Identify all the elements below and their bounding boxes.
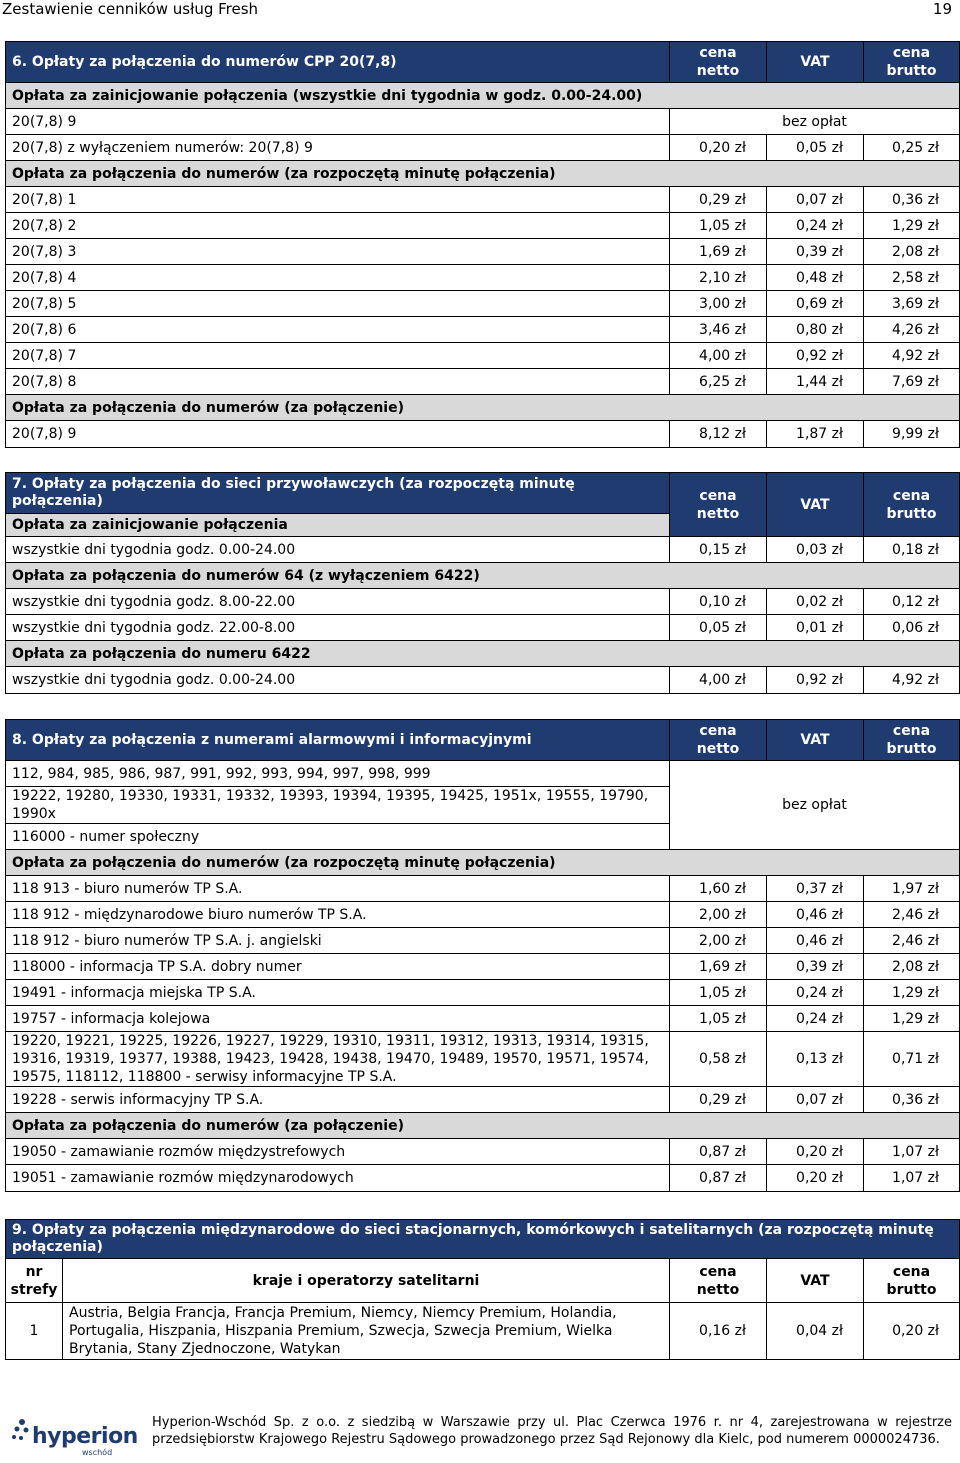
price-brutto: 2,08 zł bbox=[864, 954, 960, 980]
row-label: 19220, 19221, 19225, 19226, 19227, 19229, 19310, 19311, 19312, 19313, 19314, 19315, 19316, 19319, 19377, 19388, 19423, 19428, 19438, 19470, 19489, 19570, 19571, 19574, 19575, 118112, 118800 - serwisy informacyjne TP S.A. bbox=[6, 1032, 670, 1087]
col-vat-header: VAT bbox=[767, 42, 864, 83]
price-brutto: 0,18 zł bbox=[864, 537, 960, 563]
price-netto: 0,87 zł bbox=[670, 1165, 767, 1192]
section-8-table bbox=[5, 719, 960, 1192]
footer-legal-text: Hyperion-Wschód Sp. z o.o. z siedzibą w Warszawie przy ul. Plac Czerwca 1976 r. nr 4, zarejestrowana w rejestrze przedsiębiorstw Krajowego Rejestru Sądowego prowadzonego przez Sąd Rejonowy dla Kielc, pod numerem 0000024736. bbox=[152, 1415, 952, 1447]
col-vat-header: VAT bbox=[767, 720, 864, 761]
table-row bbox=[6, 615, 960, 641]
col-zone-header: nr strefy bbox=[6, 1259, 63, 1303]
price-vat: 1,44 zł bbox=[767, 369, 864, 395]
col-netto-header: cena netto bbox=[670, 42, 767, 83]
table-row bbox=[6, 667, 960, 694]
price-brutto: 2,46 zł bbox=[864, 902, 960, 928]
price-brutto: 1,29 zł bbox=[864, 980, 960, 1006]
price-vat: 0,48 zł bbox=[767, 265, 864, 291]
table-row bbox=[6, 1087, 960, 1113]
price-netto: 2,00 zł bbox=[670, 928, 767, 954]
price-netto: 0,05 zł bbox=[670, 615, 767, 641]
price-netto: 8,12 zł bbox=[670, 421, 767, 448]
price-brutto: 1,29 zł bbox=[864, 213, 960, 239]
document-title: Zestawienie cenników usług Fresh bbox=[2, 0, 259, 18]
col-vat-header: VAT bbox=[767, 473, 864, 537]
row-label: 116000 - numer społeczny bbox=[6, 824, 670, 850]
price-netto: 3,46 zł bbox=[670, 317, 767, 343]
col-netto-header: cena netto bbox=[670, 1259, 767, 1303]
table-row bbox=[6, 928, 960, 954]
row-label: wszystkie dni tygodnia godz. 0.00-24.00 bbox=[6, 667, 670, 694]
row-label: 20(7,8) 7 bbox=[6, 343, 670, 369]
price-vat: 0,20 zł bbox=[767, 1165, 864, 1192]
price-netto: 1,05 zł bbox=[670, 980, 767, 1006]
price-vat: 0,04 zł bbox=[767, 1303, 864, 1360]
section-6-table bbox=[5, 41, 960, 448]
row-label: wszystkie dni tygodnia godz. 0.00-24.00 bbox=[6, 537, 670, 563]
price-netto: 0,87 zł bbox=[670, 1139, 767, 1165]
price-netto: 1,60 zł bbox=[670, 876, 767, 902]
price-brutto: 1,29 zł bbox=[864, 1006, 960, 1032]
price-vat: 0,80 zł bbox=[767, 317, 864, 343]
price-vat: 0,02 zł bbox=[767, 589, 864, 615]
row-label: 19222, 19280, 19330, 19331, 19332, 19393, 19394, 19395, 19425, 1951x, 19555, 19790, 1990x bbox=[6, 787, 670, 824]
price-brutto: 4,92 zł bbox=[864, 667, 960, 694]
price-netto: 3,00 zł bbox=[670, 291, 767, 317]
section-8-title: 8. Opłaty za połączenia z numerami alarmowymi i informacyjnymi bbox=[6, 720, 670, 761]
row-label: 20(7,8) 8 bbox=[6, 369, 670, 395]
subheader-text: Opłata za połączenia do numerów (za połączenie) bbox=[6, 1113, 960, 1139]
table-row bbox=[6, 1303, 960, 1360]
row-label: 19051 - zamawianie rozmów międzynarodowych bbox=[6, 1165, 670, 1192]
price-vat: 0,39 zł bbox=[767, 239, 864, 265]
row-label: 112, 984, 985, 986, 987, 991, 992, 993, 994, 997, 998, 999 bbox=[6, 761, 670, 787]
table-row bbox=[6, 1139, 960, 1165]
price-brutto: 7,69 zł bbox=[864, 369, 960, 395]
row-label: 19050 - zamawianie rozmów międzystrefowych bbox=[6, 1139, 670, 1165]
price-vat: 0,69 zł bbox=[767, 291, 864, 317]
row-label: 19757 - informacja kolejowa bbox=[6, 1006, 670, 1032]
table-row bbox=[6, 902, 960, 928]
subheader-row bbox=[6, 641, 960, 667]
price-netto: 2,00 zł bbox=[670, 902, 767, 928]
price-netto: 0,29 zł bbox=[670, 187, 767, 213]
price-vat: 0,24 zł bbox=[767, 980, 864, 1006]
price-vat: 0,92 zł bbox=[767, 667, 864, 694]
price-vat: 1,87 zł bbox=[767, 421, 864, 448]
table-row bbox=[6, 761, 960, 787]
row-label: 20(7,8) 9 bbox=[6, 421, 670, 448]
row-label: 19228 - serwis informacyjny TP S.A. bbox=[6, 1087, 670, 1113]
col-netto-header: cena netto bbox=[670, 720, 767, 761]
price-brutto: 3,69 zł bbox=[864, 291, 960, 317]
price-brutto: 1,97 zł bbox=[864, 876, 960, 902]
price-netto: 1,69 zł bbox=[670, 954, 767, 980]
price-vat: 0,46 zł bbox=[767, 902, 864, 928]
page-header bbox=[2, 0, 952, 22]
col-brutto-header: cena brutto bbox=[864, 473, 960, 537]
price-vat: 0,03 zł bbox=[767, 537, 864, 563]
price-vat: 0,01 zł bbox=[767, 615, 864, 641]
price-vat: 0,92 zł bbox=[767, 343, 864, 369]
page-footer bbox=[0, 1408, 960, 1463]
table-row bbox=[6, 1032, 960, 1087]
free-value: bez opłat bbox=[670, 761, 960, 850]
table-row bbox=[6, 1006, 960, 1032]
price-brutto: 4,26 zł bbox=[864, 317, 960, 343]
section-9-title: 9. Opłaty za połączenia międzynarodowe do sieci stacjonarnych, komórkowych i satelitarnych (za rozpoczętą minutę połączenia) bbox=[6, 1220, 960, 1259]
table-row bbox=[6, 537, 960, 563]
price-brutto: 0,06 zł bbox=[864, 615, 960, 641]
col-vat-header: VAT bbox=[767, 1259, 864, 1303]
price-vat: 0,39 zł bbox=[767, 954, 864, 980]
subheader-row bbox=[6, 161, 960, 187]
subheader-text: Opłata za zainicjowanie połączenia (wszystkie dni tygodnia w godz. 0.00-24.00) bbox=[6, 83, 960, 109]
company-logo bbox=[10, 1412, 140, 1458]
logo-subtext: wschód bbox=[82, 1448, 113, 1457]
table-row bbox=[6, 369, 960, 395]
price-vat: 0,46 zł bbox=[767, 928, 864, 954]
table-row bbox=[6, 589, 960, 615]
row-label: 20(7,8) 3 bbox=[6, 239, 670, 265]
price-brutto: 1,07 zł bbox=[864, 1139, 960, 1165]
table-row bbox=[6, 187, 960, 213]
price-brutto: 2,58 zł bbox=[864, 265, 960, 291]
price-vat: 0,05 zł bbox=[767, 135, 864, 161]
table-row bbox=[6, 421, 960, 448]
price-brutto: 0,25 zł bbox=[864, 135, 960, 161]
row-label: 118 912 - biuro numerów TP S.A. j. angielski bbox=[6, 928, 670, 954]
price-brutto: 0,12 zł bbox=[864, 589, 960, 615]
price-vat: 0,13 zł bbox=[767, 1032, 864, 1087]
price-vat: 0,24 zł bbox=[767, 1006, 864, 1032]
row-label: 20(7,8) 2 bbox=[6, 213, 670, 239]
row-label: 20(7,8) 9 bbox=[6, 109, 670, 135]
subheader-text: Opłata za zainicjowanie połączenia bbox=[6, 514, 670, 537]
price-netto: 1,05 zł bbox=[670, 213, 767, 239]
table-row bbox=[6, 265, 960, 291]
subheader-row bbox=[6, 83, 960, 109]
free-value: bez opłat bbox=[670, 109, 960, 135]
subheader-row bbox=[6, 563, 960, 589]
price-vat: 0,07 zł bbox=[767, 1087, 864, 1113]
section-7-title: 7. Opłaty za połączenia do sieci przywoławczych (za rozpoczętą minutę połączenia) bbox=[6, 473, 670, 514]
price-brutto: 9,99 zł bbox=[864, 421, 960, 448]
section-6-title: 6. Opłaty za połączenia do numerów CPP 20(7,8) bbox=[6, 42, 670, 83]
price-netto: 6,25 zł bbox=[670, 369, 767, 395]
price-netto: 1,05 zł bbox=[670, 1006, 767, 1032]
col-brutto-header: cena brutto bbox=[864, 720, 960, 761]
subheader-text: Opłata za połączenia do numeru 6422 bbox=[6, 641, 960, 667]
price-netto: 0,20 zł bbox=[670, 135, 767, 161]
price-vat: 0,24 zł bbox=[767, 213, 864, 239]
row-label: 20(7,8) 1 bbox=[6, 187, 670, 213]
logo-wordmark: hyperion bbox=[32, 1424, 138, 1449]
col-countries-header: kraje i operatorzy satelitarni bbox=[63, 1259, 670, 1303]
price-netto: 4,00 zł bbox=[670, 343, 767, 369]
row-label: wszystkie dni tygodnia godz. 8.00-22.00 bbox=[6, 589, 670, 615]
price-netto: 0,29 zł bbox=[670, 1087, 767, 1113]
price-brutto: 4,92 zł bbox=[864, 343, 960, 369]
row-label: 20(7,8) 5 bbox=[6, 291, 670, 317]
price-netto: 2,10 zł bbox=[670, 265, 767, 291]
row-label: Austria, Belgia Francja, Francja Premium, Niemcy, Niemcy Premium, Holandia, Portugalia, Hiszpania, Hiszpania Premium, Szwecja, Szwecja Premium, Wielka Brytania, Stany Zjednoczone, Watykan bbox=[63, 1303, 670, 1360]
table-row bbox=[6, 239, 960, 265]
section-7-table bbox=[5, 472, 960, 694]
page-number: 19 bbox=[932, 0, 952, 18]
subheader-text: Opłata za połączenia do numerów (za połączenie) bbox=[6, 395, 960, 421]
row-label: 20(7,8) z wyłączeniem numerów: 20(7,8) 9 bbox=[6, 135, 670, 161]
price-brutto: 0,71 zł bbox=[864, 1032, 960, 1087]
table-row bbox=[6, 213, 960, 239]
price-netto: 0,15 zł bbox=[670, 537, 767, 563]
price-brutto: 2,08 zł bbox=[864, 239, 960, 265]
subheader-text: Opłata za połączenia do numerów (za rozpoczętą minutę połączenia) bbox=[6, 161, 960, 187]
subheader-text: Opłata za połączenia do numerów 64 (z wyłączeniem 6422) bbox=[6, 563, 960, 589]
subheader-row bbox=[6, 1113, 960, 1139]
price-vat: 0,07 zł bbox=[767, 187, 864, 213]
price-netto: 1,69 zł bbox=[670, 239, 767, 265]
zone-number: 1 bbox=[6, 1303, 63, 1360]
price-brutto: 0,36 zł bbox=[864, 187, 960, 213]
price-brutto: 2,46 zł bbox=[864, 928, 960, 954]
table-row bbox=[6, 954, 960, 980]
table-row bbox=[6, 1165, 960, 1192]
price-netto: 0,16 zł bbox=[670, 1303, 767, 1360]
table-row bbox=[6, 291, 960, 317]
price-netto: 0,10 zł bbox=[670, 589, 767, 615]
price-vat: 0,37 zł bbox=[767, 876, 864, 902]
row-label: 118000 - informacja TP S.A. dobry numer bbox=[6, 954, 670, 980]
col-netto-header: cena netto bbox=[670, 473, 767, 537]
row-label: 19491 - informacja miejska TP S.A. bbox=[6, 980, 670, 1006]
table-row bbox=[6, 876, 960, 902]
price-netto: 4,00 zł bbox=[670, 667, 767, 694]
subheader-row bbox=[6, 395, 960, 421]
section-9-table bbox=[5, 1219, 960, 1360]
row-label: wszystkie dni tygodnia godz. 22.00-8.00 bbox=[6, 615, 670, 641]
price-netto: 0,58 zł bbox=[670, 1032, 767, 1087]
price-brutto: 1,07 zł bbox=[864, 1165, 960, 1192]
subheader-row bbox=[6, 850, 960, 876]
table-row bbox=[6, 980, 960, 1006]
table-row bbox=[6, 109, 960, 135]
price-brutto: 0,36 zł bbox=[864, 1087, 960, 1113]
row-label: 118 912 - międzynarodowe biuro numerów TP S.A. bbox=[6, 902, 670, 928]
col-brutto-header: cena brutto bbox=[864, 42, 960, 83]
price-vat: 0,20 zł bbox=[767, 1139, 864, 1165]
col-brutto-header: cena brutto bbox=[864, 1259, 960, 1303]
row-label: 20(7,8) 4 bbox=[6, 265, 670, 291]
price-brutto: 0,20 zł bbox=[864, 1303, 960, 1360]
table-row bbox=[6, 343, 960, 369]
row-label: 20(7,8) 6 bbox=[6, 317, 670, 343]
row-label: 118 913 - biuro numerów TP S.A. bbox=[6, 876, 670, 902]
table-row bbox=[6, 135, 960, 161]
subheader-text: Opłata za połączenia do numerów (za rozpoczętą minutę połączenia) bbox=[6, 850, 960, 876]
table-row bbox=[6, 317, 960, 343]
